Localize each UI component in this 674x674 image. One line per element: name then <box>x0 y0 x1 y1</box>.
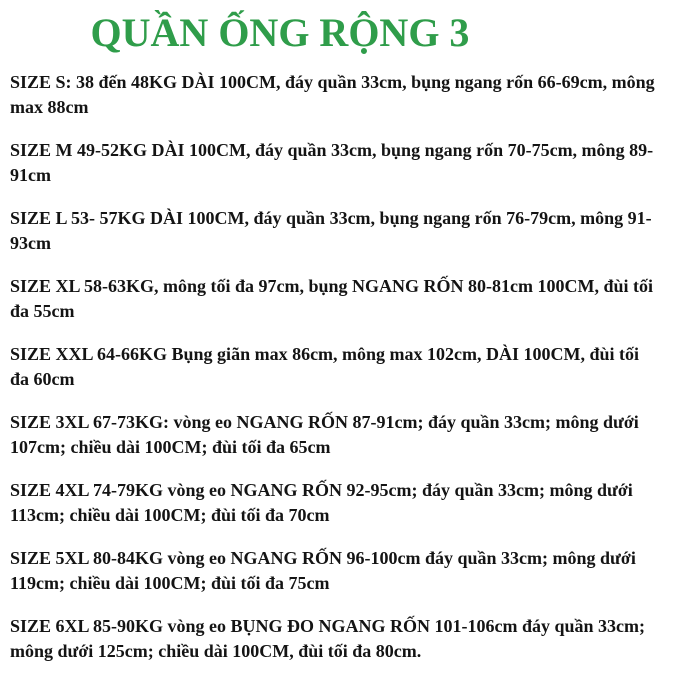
size-row-3xl: SIZE 3XL 67-73KG: vòng eo NGANG RỐN 87-91cm; đáy quần 33cm; mông dưới 107cm; chiều dài 100CM; đùi tối đa 65cm <box>10 412 639 457</box>
size-row-xl: SIZE XL 58-63KG, mông tối đa 97cm, bụng NGANG RỐN 80-81cm 100CM, đùi tối đa 55cm <box>10 276 654 321</box>
size-row-4xl: SIZE 4XL 74-79KG vòng eo NGANG RỐN 92-95cm; đáy quần 33cm; mông dưới 113cm; chiều dài 100CM; đùi tối đa 70cm <box>10 480 633 525</box>
size-row-5xl: SIZE 5XL 80-84KG vòng eo NGANG RỐN 96-100cm đáy quần 33cm; mông dưới 119cm; chiều dài 100CM; đùi tối đa 75cm <box>10 548 636 593</box>
size-list <box>10 70 662 664</box>
size-row-s: SIZE S: 38 đến 48KG DÀI 100CM, đáy quần 33cm, bụng ngang rốn 66-69cm, mông max 88cm <box>10 72 655 117</box>
size-row-6xl: SIZE 6XL 85-90KG vòng eo BỤNG ĐO NGANG RỐN 101-106cm đáy quần 33cm; mông dưới 125cm; chiều dài 100CM, đùi tối đa 80cm. <box>10 616 646 661</box>
page-title: QUẦN ỐNG RỘNG 3 <box>90 10 470 55</box>
size-row-xxl: SIZE XXL 64-66KG Bụng giãn max 86cm, mông max 102cm, DÀI 100CM, đùi tối đa 60cm <box>10 344 640 389</box>
size-row-l: SIZE L 53- 57KG DÀI 100CM, đáy quần 33cm, bụng ngang rốn 76-79cm, mông 91-93cm <box>10 208 652 253</box>
size-row-m: SIZE M 49-52KG DÀI 100CM, đáy quần 33cm, bụng ngang rốn 70-75cm, mông 89-91cm <box>10 140 654 185</box>
